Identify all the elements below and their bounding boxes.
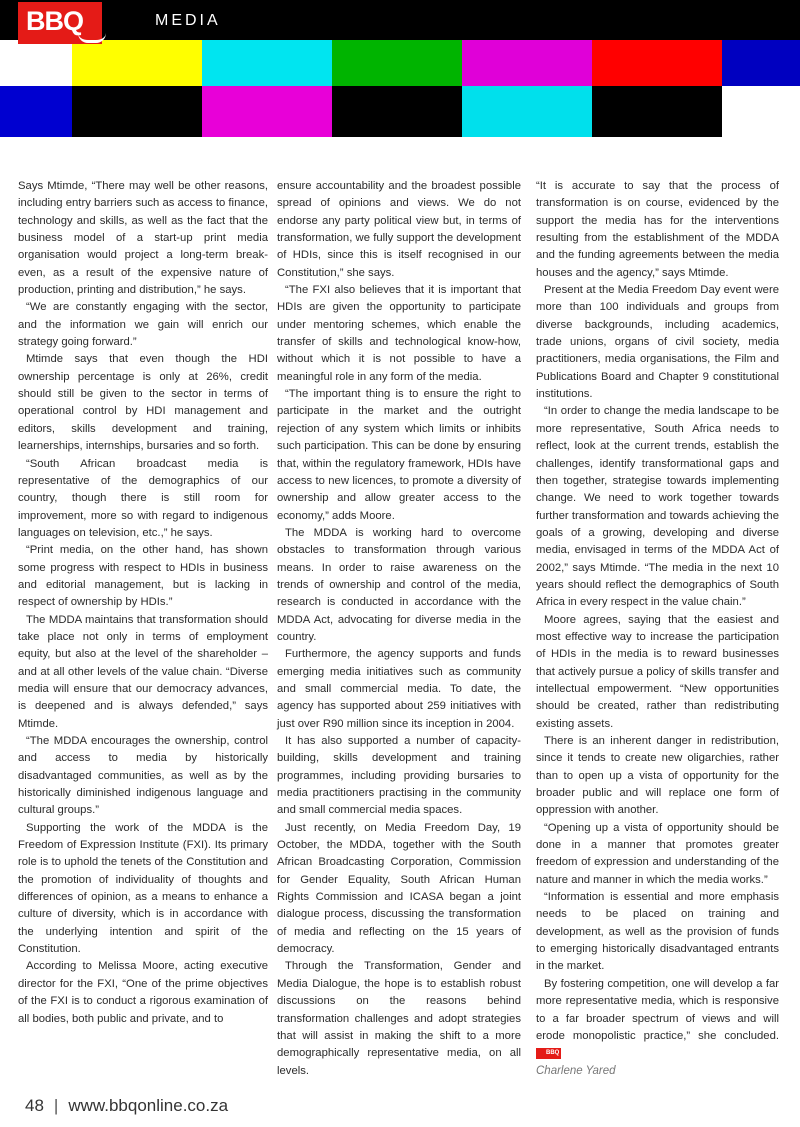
article-paragraph (536, 889, 779, 976)
paragraph-text: The MDDA is working hard to overcome obstacles to transformation through various means. In order to raise awareness on the trends of ownership and control of the media, research is conducted in accordance with the MDDA Act, advocating for diverse media in the country. (277, 526, 521, 643)
color-bar (202, 40, 332, 86)
color-bar (332, 86, 462, 137)
paragraph-text: “Opening up a vista of opportunity should be done in a manner that promotes greater freedom of expression and understanding of the nature and manner in which the media works.” (536, 821, 779, 886)
page-footer (25, 1096, 228, 1116)
paragraph-text: It has also supported a number of capacity-building, skills development and training programmes, including providing bursaries to media practitioners practising in the community and small commercial media spaces. (277, 735, 521, 817)
paragraph-text: “We are constantly engaging with the sector, and the information we gain will enrich our strategy going forward.” (18, 301, 268, 349)
page-number: 48 (25, 1096, 44, 1115)
end-mark-logo-icon: BBQ (536, 1048, 561, 1059)
article-paragraph (277, 386, 521, 525)
article-paragraph (18, 958, 268, 1027)
color-bar (722, 40, 800, 86)
paragraph-text: Mtimde says that even though the HDI ownership percentage is only at 26%, credit should still be given to the sector in terms of operational control by HDI management and editors, skills development and training, learnerships, internships, bursaries and so forth. (18, 353, 268, 453)
logo-text: BBQ (26, 6, 83, 36)
article-paragraph (536, 733, 779, 820)
header-black-band (0, 0, 800, 42)
paragraph-text: “In order to change the media landscape to be more representative, South Africa needs to reflect, look at the current trends, establish the challenges, identify transformational gaps and then together, strategise towards implementing change. We need to work together towards further transformation and towards achieving the goals of a growing, developing and diverse media, envisaged in terms of the MDDA Act of 2002,” says Mtimde. “The media in the next 10 years should reflect the demographics of South Africa in every respect in the value chain.” (536, 405, 779, 609)
paragraph-text: “It is accurate to say that the process of transformation is on course, evidenced by the support the media has for the interventions resulting from the establishment of the MDDA and the funding agreements between the media houses and the agency,” says Mtimde. (536, 180, 779, 279)
footer-url[interactable]: www.bbqonline.co.za (68, 1096, 229, 1115)
paragraph-text: “Print media, on the other hand, has shown some progress with respect to HDIs in business and editorial management, but is lacking in respect of ownership by HDIs.” (18, 544, 268, 609)
section-label: MEDIA (155, 12, 221, 29)
article-paragraph (277, 958, 521, 1079)
article-paragraph (18, 456, 268, 543)
page-header (0, 0, 800, 137)
paragraph-text: ensure accountability and the broadest possible spread of opinions and views. We do not endorse any party political view but, in terms of transformation, we fully support the development of HDIs, since this is itself recognised in our Constitution,” she says. (277, 180, 521, 279)
paragraph-text: “Information is essential and more emphasis needs to be placed on training and development, as well as the provision of funds to emerging historically disadvantaged entrants in the market. (536, 891, 779, 973)
color-bar (592, 86, 722, 137)
paragraph-text: Supporting the work of the MDDA is the Freedom of Expression Institute (FXI). Its primary role is to uphold the tenets of the Constitution and the promotion of individuality of thoughts and differences of opinion, as a means to enhance a culture of diversity, which is in accordance with the underlying intention and spirit of the Constitution. (18, 821, 268, 956)
paragraph-text: According to Melissa Moore, acting executive director for the FXI, “One of the prime objectives of the FXI is to conduct a rigorous examination of all bodies, both public and private, and to (18, 960, 268, 1025)
footer-separator: | (53, 1096, 59, 1115)
paragraph-text: Furthermore, the agency supports and funds emerging media initiatives such as community and small commercial media. To date, the agency has supported about 259 initiatives with just over R90 million since its inception in 2004. (277, 648, 521, 730)
color-bars (0, 40, 800, 137)
paragraph-text: “The FXI also believes that it is important that HDIs are given the opportunity to participate under mentoring schemes, which enable the transfer of skills and technological know-how, without which it is not possible to have a meaningful role in any form of the media. (277, 284, 521, 383)
paragraph-text: “South African broadcast media is representative of the demographics of our country, though there is still room for improvement, more so with regard to indigenous languages on television, etc.,” he says. (18, 457, 268, 539)
color-bar (462, 40, 592, 86)
article-paragraph (277, 820, 521, 959)
paragraph-text: Through the Transformation, Gender and Media Dialogue, the hope is to establish robust discussions on the reasons behind transformation challenges and adopt strategies that will assist in making the shift to a more demographically representative media, on all levels. (277, 960, 521, 1077)
paragraph-text: Present at the Media Freedom Day event were more than 100 individuals and groups from diverse backgrounds, including academics, trade unions, organs of civil society, media practitioners, media organisations, the Film and Publications Board and Chapter 9 constitutional institutions. (536, 284, 779, 401)
article-paragraph (277, 646, 521, 733)
color-bar (72, 86, 202, 137)
article-paragraph (277, 525, 521, 646)
paragraph-text: “The important thing is to ensure the right to participate in the market and the outright rejection of any system which limits or inhibits such participation. This can be done by ensuring that, within the regulatory framework, HDIs have access to new licences, to promote a diversity of ownership and allow greater access to the economy,” adds Moore. (277, 388, 521, 522)
article-paragraph (18, 733, 268, 820)
article-column-3 (536, 178, 779, 1080)
article-paragraph (18, 351, 268, 455)
article-column-2 (277, 178, 521, 1080)
paragraph-text: Moore agrees, saying that the easiest and most effective way to increase the participation of HDIs in the media is to reward businesses that actively pursue a policy of skills transfer and intellectual empowerment. “New opportunities should be created, rather than redistributing existing assets. (536, 613, 779, 730)
article-paragraph (18, 612, 268, 733)
color-bar (202, 86, 332, 137)
article-paragraph (277, 733, 521, 820)
author-byline: Charlene Yared (536, 1064, 616, 1077)
article-paragraph (18, 299, 268, 351)
article-paragraph (277, 282, 521, 386)
paragraph-text: There is an inherent danger in redistribution, since it tends to create new oligarchies, rather than to open up a vista of opportunity for the broader public and will replace one form of oppression with another. (536, 735, 779, 817)
paragraph-text: “The MDDA encourages the ownership, control and access to media by historically disadvantaged communities, as well as by the historically diminished indigenous language and cultural groups.” (18, 735, 268, 817)
article-paragraph (536, 282, 779, 403)
paragraph-text: Says Mtimde, “There may well be other reasons, including entry barriers such as access to finance, technology and skills, as well as the fact that the business model of a start-up print media organisation would project a long-term break-even, as a result of the expensive nature of production, printing and distribution,” he says. (18, 180, 268, 297)
article-paragraph (18, 178, 268, 299)
logo-swoosh-icon (78, 30, 106, 43)
color-bar (722, 86, 800, 137)
article-paragraph (536, 820, 779, 889)
article-paragraph (18, 820, 268, 959)
color-bar (72, 40, 202, 86)
article-paragraph (536, 612, 779, 733)
article-column-1 (18, 178, 268, 1028)
article-paragraph (536, 178, 779, 282)
color-bar (332, 40, 462, 86)
color-bar (592, 40, 722, 86)
color-bar (0, 40, 72, 86)
color-bar (462, 86, 592, 137)
article-paragraph (536, 976, 779, 1063)
article-paragraph (277, 178, 521, 282)
paragraph-text: By fostering competition, one will develop a far more representative media, which is responsive to a far broader spectrum of views and will erode monopolistic practice,” she concluded. (536, 977, 779, 1042)
color-bar (0, 86, 72, 137)
article-paragraph (536, 403, 779, 611)
paragraph-text: The MDDA maintains that transformation should take place not only in terms of employment equity, but also at the level of the shareholder – and at all other levels of the value chain. “Diverse media will ensure that our democracy advances, is deepened and is always defended,” says Mtimde. (18, 613, 268, 730)
article-paragraph (18, 542, 268, 611)
paragraph-text: Just recently, on Media Freedom Day, 19 October, the MDDA, together with the South African Broadcasting Corporation, Commission for Gender Equality, South African Human Rights Commission and ICASA began a joint dialogue process, discussing the transformation of media and reflecting on the 15 years of democracy. (277, 821, 521, 956)
